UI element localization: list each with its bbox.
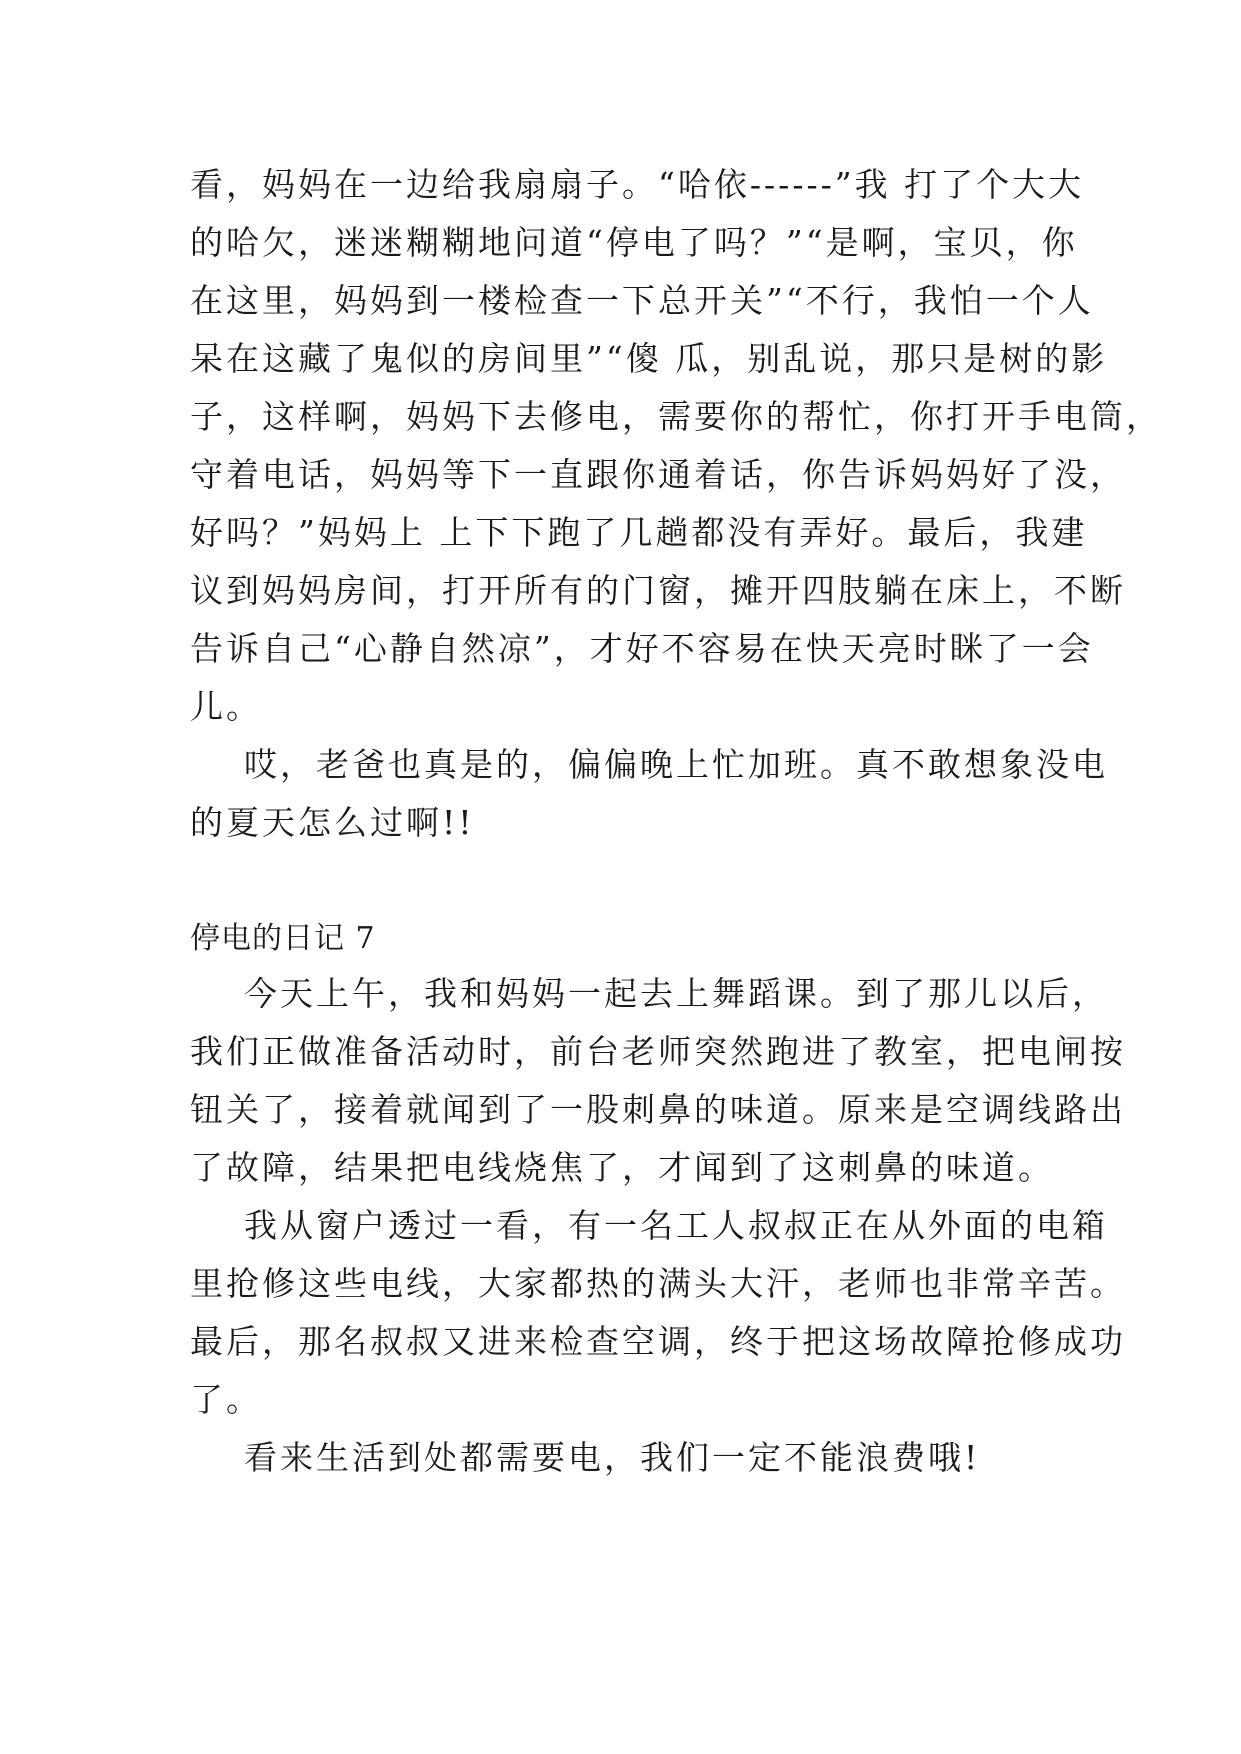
text-line: 的哈欠，迷迷糊糊地问道“停电了吗？”“是啊，宝贝，你	[190, 223, 1078, 262]
text-line: 今天上午，我和妈妈一起去上舞蹈课。到了那儿以后，	[190, 974, 1108, 1013]
text-line: 子，这样啊，妈妈下去修电，需要你的帮忙，你打开手电筒，	[190, 397, 1162, 436]
text-line: 呆在这藏了鬼似的房间里”“傻 瓜，别乱说，那只是树的影	[190, 339, 1108, 378]
text-line: 看，妈妈在一边给我扇扇子。“哈依------”我 打了个大大	[190, 165, 1085, 204]
text-line: 哎，老爸也真是的，偏偏晚上忙加班。真不敢想象没电	[190, 745, 1108, 784]
text-line: 我从窗户透过一看，有一名工人叔叔正在从外面的电箱	[190, 1206, 1108, 1245]
text-line: 最后，那名叔叔又进来检查空调，终于把这场故障抢修成功	[190, 1322, 1126, 1361]
text-line: 里抢修这些电线，大家都热的满头大汗，老师也非常辛苦。	[190, 1264, 1126, 1303]
text-line: 好吗？”妈妈上 上下下跑了几趟都没有弄好。最后，我建	[190, 513, 1088, 552]
text-line: 议到妈妈房间，打开所有的门窗，摊开四肢躺在床上，不断	[190, 571, 1126, 610]
text-line: 守着电话，妈妈等下一直跟你通着话，你告诉妈妈好了没，	[190, 455, 1126, 494]
text-line: 我们正做准备活动时，前台老师突然跑进了教室，把电闸按	[190, 1032, 1126, 1071]
text-line: 了故障，结果把电线烧焦了，才闻到了这刺鼻的味道。	[190, 1148, 1054, 1187]
text-line: 的夏天怎么过啊!!	[190, 803, 475, 842]
diary-7-title: 停电的日记 7	[190, 921, 376, 956]
text-line: 钮关了，接着就闻到了一股刺鼻的味道。原来是空调线路出	[190, 1090, 1126, 1129]
diary-7-body	[190, 965, 1126, 1487]
text-line: 儿。	[190, 687, 262, 726]
text-line: 看来生活到处都需要电，我们一定不能浪费哦!	[190, 1438, 981, 1477]
diary-6-body	[190, 156, 1162, 852]
text-line: 在这里，妈妈到一楼检查一下总开关”“不行，我怕一个人	[190, 281, 1094, 320]
text-line: 了。	[190, 1380, 262, 1419]
text-line: 告诉自己“心静自然凉”，才好不容易在快天亮时眯了一会	[190, 629, 1094, 668]
